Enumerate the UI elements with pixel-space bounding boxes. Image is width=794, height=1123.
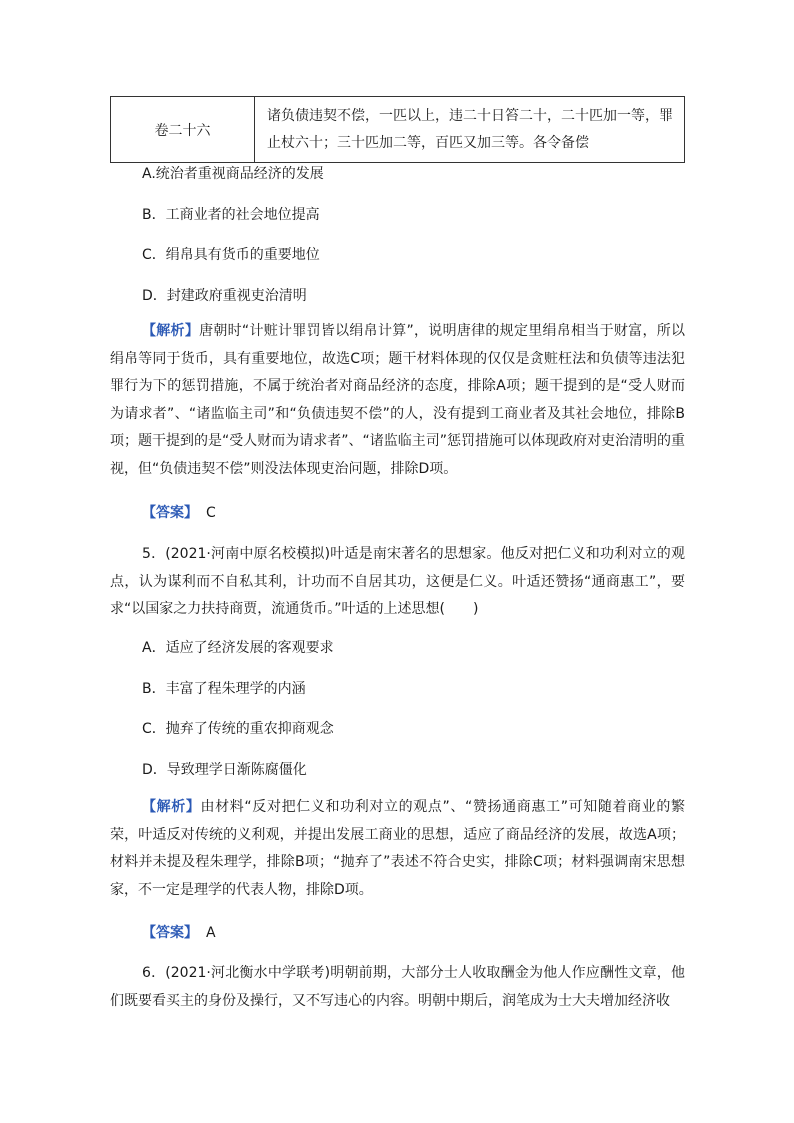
analysis-tag: 【解析】 [142, 323, 200, 339]
answer-value: C [206, 505, 216, 521]
analysis-text: 唐朝时“计赃计罪罚皆以绢帛计算”，说明唐律的规定里绢帛相当于财富，所以绢帛等同于货币，具有重要地位，故选C项；题干材料体现的仅仅是贪赃枉法和负债等违法犯罪行为下的惩罚措施，不属于统治者对商品经济的态度，排除A项；题干提到的是“受人财而为请求者”、“诸监临主司”和“负债违契不偿”的人，没有提到工商业者及其社会地位，排除B项；题干提到的是“受人财而为请求者”、“诸监临主司”惩罚措施可以体现政府对吏治清明的重视，但“负债违契不偿”则没法体现吏治问题，排除D项。 [110, 323, 686, 477]
q4-option-a: A.统治者重视商品经济的发展 [142, 166, 324, 182]
table-volume-cell: 卷二十六 [111, 97, 255, 163]
answer-tag: 【答案】 [142, 925, 198, 941]
q5-option-a: A．适应了经济发展的客观要求 [142, 640, 334, 656]
law-table [110, 96, 685, 163]
q4-option-c: C．绢帛具有货币的重要地位 [142, 247, 320, 263]
answer-value: A [206, 925, 216, 941]
analysis-tag: 【解析】 [142, 799, 201, 815]
q6-stem: 6．(2021·河北衡水中学联考)明朝前期，大部分士人收取酬金为他人作应酬性文章，他们既要看买主的身份及操行，又不写违心的内容。明朝中期后，润笔成为士大夫增加经济收 [110, 965, 685, 1009]
q4-answer [142, 503, 717, 523]
answer-tag: 【答案】 [142, 505, 198, 521]
q5-analysis [110, 794, 685, 904]
q4-option-b: B．工商业者的社会地位提高 [142, 207, 320, 223]
q5-stem: 5．(2021·河南中原名校模拟)叶适是南宋著名的思想家。他反对把仁义和功利对立的观点，认为谋利而不自私其利，计功而不自居其功，这便是仁义。叶适还赞扬“通商惠工”，要求“以国家之力扶持商贾，流通货币。”叶适的上述思想( ) [110, 546, 685, 617]
q4-analysis [110, 318, 685, 483]
q5-answer [142, 923, 717, 943]
table-clause-cell: 诸负债违契不偿，一匹以上，违二十日笞二十，二十匹加一等，罪止杖六十；三十匹加二等，百匹又加三等。各令备偿 [255, 97, 685, 163]
q5-option-c: C．抛弃了传统的重农抑商观念 [142, 721, 334, 737]
q5-option-d: D．导致理学日渐陈腐僵化 [142, 762, 307, 778]
table-row [111, 97, 685, 163]
q4-option-d: D．封建政府重视吏治清明 [142, 288, 307, 304]
q5-option-b: B．丰富了程朱理学的内涵 [142, 681, 306, 697]
analysis-text: 由材料“反对把仁义和功利对立的观点”、“赞扬通商惠工”可知随着商业的繁荣，叶适反对传统的义利观，并提出发展工商业的思想，适应了商品经济的发展，故选A项；材料并未提及程朱理学，排除B项；“抛弃了”表述不符合史实，排除C项；材料强调南宋思想家，不一定是理学的代表人物，排除D项。 [110, 799, 686, 898]
